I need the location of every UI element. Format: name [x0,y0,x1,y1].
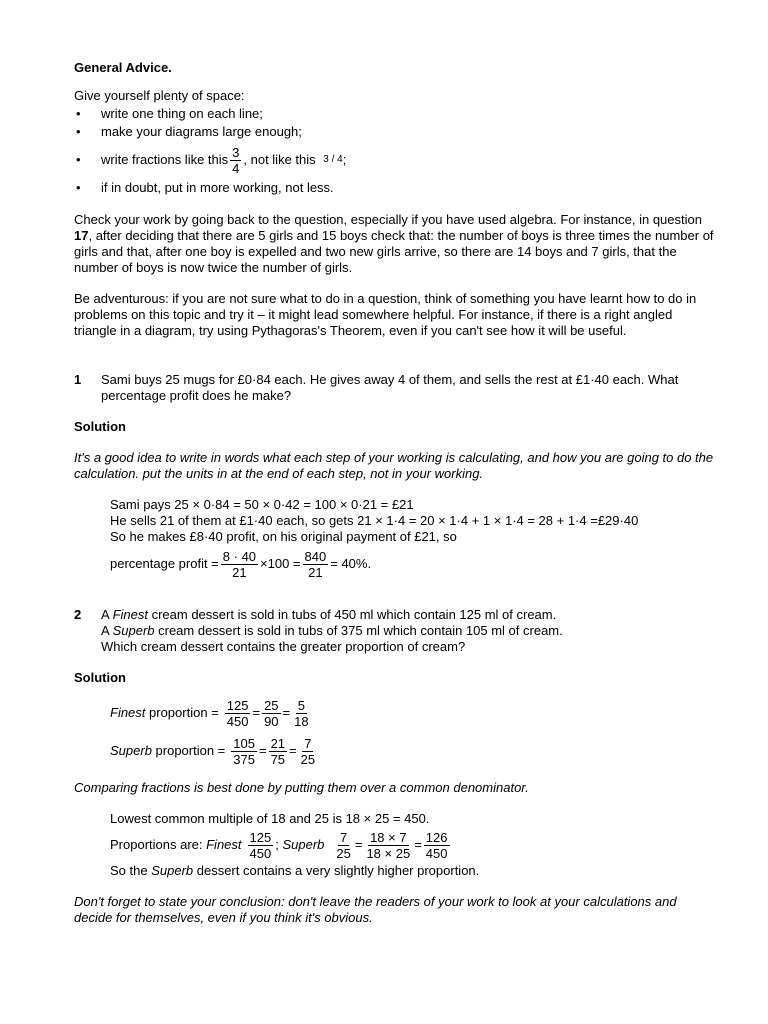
fraction-numerator: 7 [340,829,348,845]
fraction-numerator: 21 [270,735,286,751]
fraction-denominator: 25 [336,845,351,861]
product-name: Superb [110,743,152,758]
fraction-denominator: 75 [270,751,286,767]
paragraph-text: Check your work by going back to the question, especially if you have used algebra. For instance, in question [74,212,702,227]
bullet-text: write one thing on each line; [101,106,263,121]
fraction-numerator: 126 [425,829,448,845]
fraction [269,736,287,767]
fraction-denominator: 25 [300,751,316,767]
text: A [101,607,113,622]
bullet-text: ; [342,152,347,167]
comparison-tip: Comparing fractions is best done by putting them over a common denominator. [74,780,529,795]
percentage-profit-equation [110,545,714,583]
fraction [303,549,329,580]
bullet-text: make your diagrams large enough; [101,124,302,139]
equals-sign: = [289,743,297,758]
fraction-denominator: 21 [232,564,247,580]
working-line: He sells 21 of them at £1·40 each, so gets 21 × 1·4 = 20 × 1·4 + 1 × 1·4 = 28 + 1·4 =£29·40 [110,513,639,528]
fraction-numerator: 7 [304,735,312,751]
paragraph-text: , after deciding that there are 5 girls and 15 boys check that: the number of boys is three times the number of girls and that, after one boy is expelled and two new girls arrive, so there are 14 boys and 7 girls, that the number of boys is now twice the number of girls. [74,228,714,275]
equals-sign: = [252,705,261,720]
working-line: So he makes £8·40 profit, on his original payment of £21, so [110,529,457,544]
bullet-glyph: • [76,124,81,139]
product-name: Finest [206,837,242,852]
working-line: Lowest common multiple of 18 and 25 is 18 × 25 = 450. [110,811,430,826]
fraction-numerator: 18 × 7 [370,829,407,845]
check-work-paragraph [74,212,714,276]
fraction-denominator: 450 [425,845,448,861]
fraction-denominator: 90 [264,713,279,729]
fraction [231,736,257,767]
fraction [221,549,258,580]
solution-heading: Solution [74,670,126,685]
inline-fraction-example: 3 / 4 [323,154,343,165]
equation-label: Proportions are: [110,837,207,852]
fraction-denominator: 4 [232,160,240,176]
equation-operator: ×100 = [260,556,301,571]
fraction-numerator: 5 [297,697,305,713]
question-number: 1 [74,372,82,387]
document-page [74,60,714,926]
text: dessert contains a very slightly higher proportion. [193,863,480,878]
advice-bullet-list [74,106,714,196]
bullet-text: if in doubt, put in more working, not less. [101,180,334,195]
equation-result: = 40%. [330,556,372,571]
q1-working [74,497,714,583]
question-reference: 17 [74,228,89,243]
product-name: Finest [110,705,146,720]
equation-label: percentage profit = [110,556,219,571]
fraction [424,830,450,861]
fraction-example [230,145,241,176]
equals-sign: = [258,743,267,758]
equation-label: proportion = [145,705,219,720]
advice-bullet-1 [74,106,714,122]
bullet-glyph: • [76,152,81,167]
bullet-text: write fractions like this [101,152,229,167]
fraction-numerator: 125 [249,829,272,845]
question-line: Which cream dessert contains the greater proportion of cream? [101,639,466,654]
fraction-denominator: 450 [226,713,249,729]
fraction [262,698,280,729]
advice-intro: Give yourself plenty of space: [74,88,245,103]
equals-sign: = [282,705,291,720]
superb-proportion-equation [110,732,714,770]
fraction-denominator: 375 [233,751,255,767]
equation-label: proportion = [151,743,226,758]
solution-heading: Solution [74,419,126,434]
fraction-numerator: 125 [226,697,249,713]
advice-bullet-4 [74,180,714,196]
question-2 [74,607,714,655]
fraction [292,698,310,729]
product-name: Superb [282,837,325,852]
proportions-equation [110,827,714,863]
final-advice: Don't forget to state your conclusion: don't leave the readers of your work to look at your calculations and decide for themselves, even if you think it's obvious. [74,894,677,925]
solution-tip: It's a good idea to write in words what each step of your working is calculating, and how you are going to do the calculation. put the units in at the end of each step, not in your working. [74,450,714,481]
separator: ; [275,837,279,852]
question-line [101,623,714,639]
working-line: Sami pays 25 × 0·84 = 50 × 0·42 = 100 × 0·21 = £21 [110,497,414,512]
fraction-numerator: 25 [264,697,279,713]
fraction [225,698,251,729]
text: A [101,623,113,638]
q2-working [74,811,714,879]
fraction-numerator: 3 [232,144,240,160]
fraction-numerator: 840 [304,548,327,564]
fraction-denominator: 450 [249,845,272,861]
product-name: Superb [151,863,194,878]
fraction-numerator: 105 [233,735,255,751]
equals-sign: = [414,837,422,852]
adventurous-paragraph: Be adventurous: if you are not sure what to do in a question, think of something you have learnt how to do in problems on this topic and try it – it might lead somewhere helpful. For instance, if there is a right angled triangle in a diagram, try using Pythagoras's Theorem, even if you can't see how it will be useful. [74,291,697,338]
fraction-denominator: 18 [294,713,309,729]
fraction [248,830,274,861]
equals-sign: = [354,837,363,852]
fraction [299,736,317,767]
question-line [101,607,714,623]
text: So the [110,863,152,878]
text: cream dessert is sold in tubs of 375 ml which contain 105 ml of cream. [154,623,563,638]
product-name: Superb [112,623,155,638]
fraction-numerator: 8 · 40 [222,548,257,564]
product-name: Finest [112,607,148,622]
fraction-denominator: 21 [308,564,323,580]
advice-bullet-2 [74,124,714,140]
text: cream dessert is sold in tubs of 450 ml which contain 125 ml of cream. [147,607,557,622]
general-advice-heading: General Advice. [74,60,172,75]
bullet-glyph: • [76,180,81,195]
advice-bullet-3 [74,142,714,178]
bullet-text: , not like this [243,152,316,167]
finest-proportion-equation [110,694,714,732]
question-text: Sami buys 25 mugs for £0·84 each. He gives away 4 of them, and sells the rest at £1·40 each. What percentage profit does he make? [101,372,679,403]
q2-proportions [74,694,714,770]
question-number: 2 [74,607,82,622]
fraction [334,830,352,861]
conclusion-line [110,863,714,879]
fraction-denominator: 18 × 25 [366,845,411,861]
fraction [364,830,412,861]
bullet-glyph: • [76,106,81,121]
question-1 [74,372,714,404]
